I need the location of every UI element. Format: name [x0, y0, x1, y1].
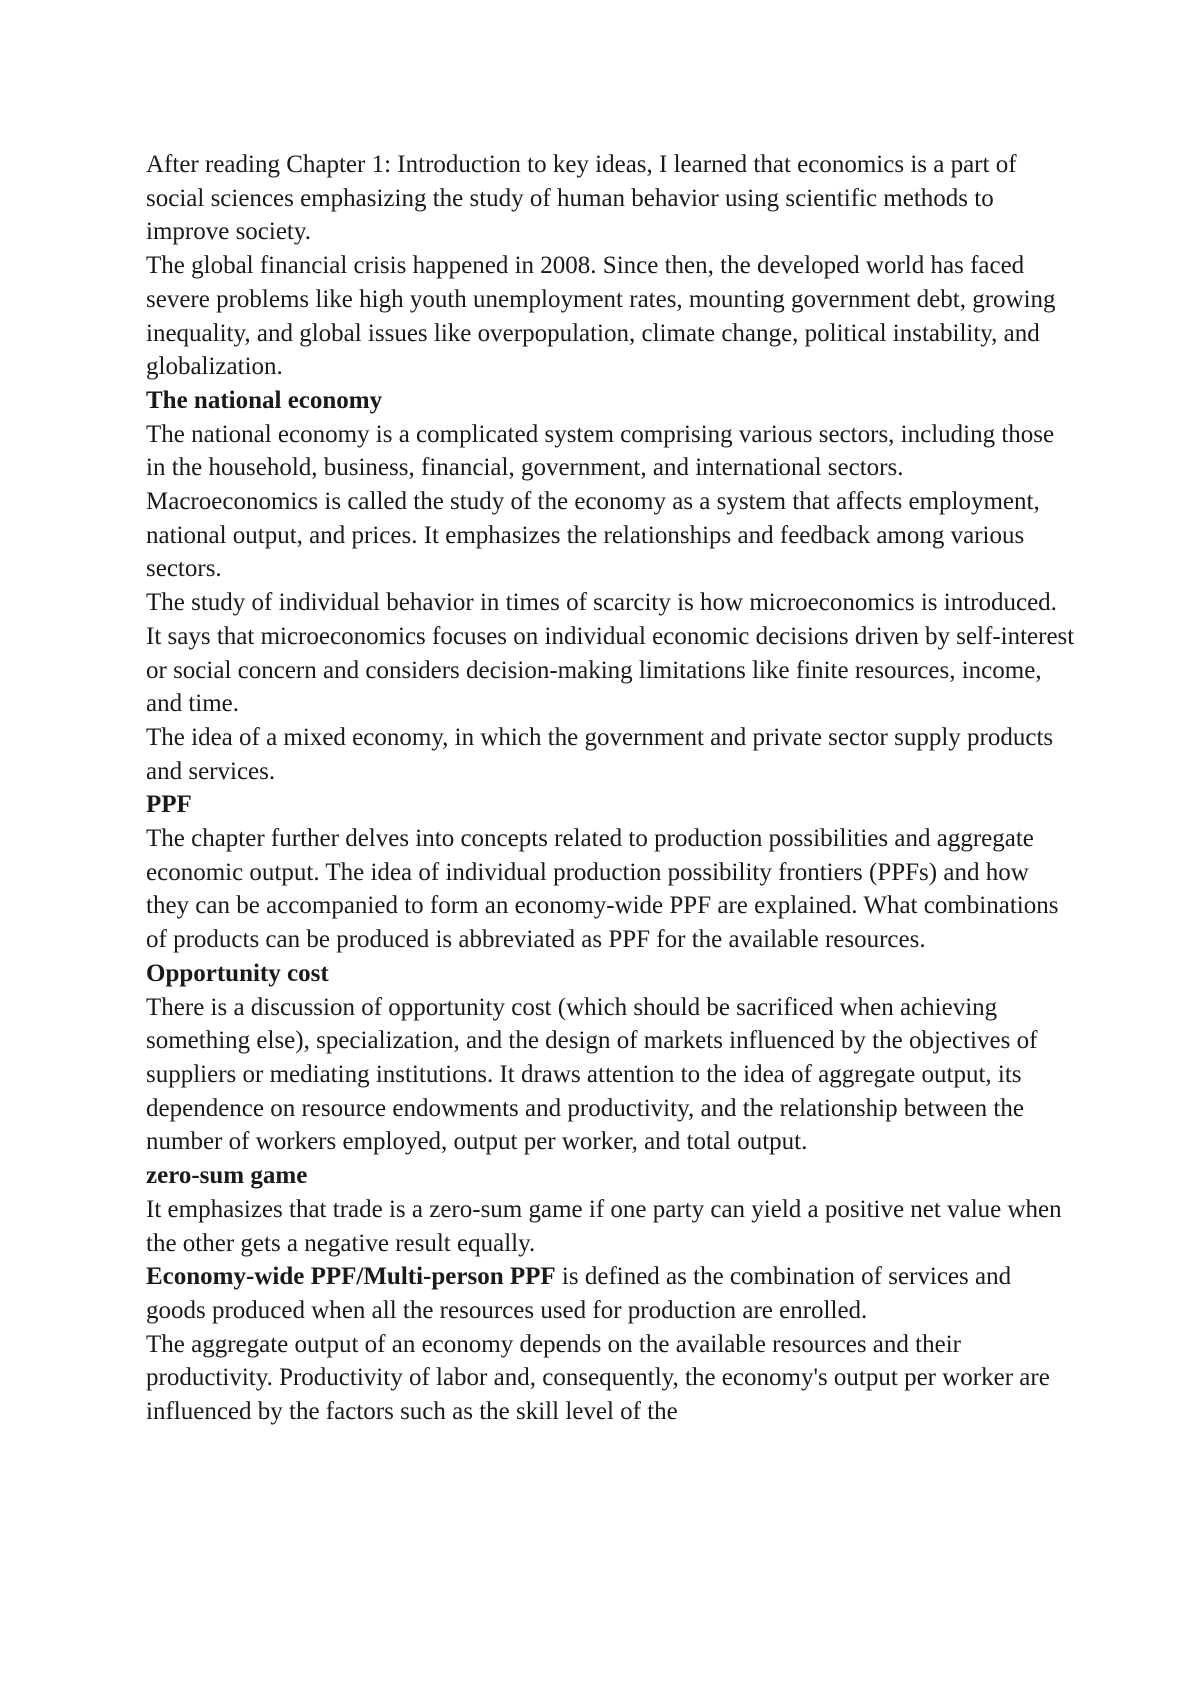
microeconomics-paragraph: The study of individual behavior in times of scarcity is how microeconomics is introduced. It says that microeconomics focuses on individual economic decisions driven by self-interest or social concern and considers decision-making limitations like finite resources, income, and time.: [146, 589, 1075, 718]
zero-sum-game-heading: zero-sum game: [146, 1162, 308, 1190]
intro-paragraph: After reading Chapter 1: Introduction to key ideas, I learned that economics is a part of social sciences emphasizing the study of human behavior using scientific methods to improve society.: [146, 151, 1017, 246]
ppf-heading: PPF: [146, 791, 192, 819]
financial-crisis-paragraph: The global financial crisis happened in 2008. Since then, the developed world has faced severe problems like high youth unemployment rates, mounting government debt, growing inequality, and global issues like overpopulation, climate change, political instability, and globalization.: [146, 252, 1056, 381]
national-economy-heading: The national economy: [146, 386, 383, 414]
ppf-paragraph: The chapter further delves into concepts related to production possibilities and aggregate economic output. The idea of individual production possibility frontiers (PPFs) and how they can be accompanied to form an economy-wide PPF are explained. What combinations of products can be produced is abbreviated as PPF for the available resources.: [146, 825, 1059, 954]
national-economy-paragraph: The national economy is a complicated system comprising various sectors, including those in the household, business, financial, government, and international sectors. Macroeconomics is called the study of the economy as a system that affects employment, national output, and prices. It emphasizes the relationships and feedback among various sectors.: [146, 420, 1055, 583]
opportunity-cost-heading: Opportunity cost: [146, 959, 329, 987]
economy-wide-ppf-paragraph: [146, 1260, 1076, 1327]
economy-wide-ppf-term: Economy-wide PPF/Multi-person PPF: [146, 1263, 556, 1291]
economy-wide-ppf-definition: is defined as the combination of services and goods produced when all the resources used for production are enrolled.: [146, 1263, 1012, 1324]
zero-sum-game-paragraph: It emphasizes that trade is a zero-sum game if one party can yield a positive net value when the other gets a negative result equally.: [146, 1195, 1062, 1257]
aggregate-output-paragraph: The aggregate output of an economy depends on the available resources and their productivity. Productivity of labor and, consequently, the economy's output per worker are influenced by the factors such as the skill level of the: [146, 1330, 1050, 1426]
opportunity-cost-paragraph: There is a discussion of opportunity cost (which should be sacrificed when achieving something else), specialization, and the design of markets influenced by the objectives of suppliers or mediating institutions. It draws attention to the idea of aggregate output, its dependence on resource endowments and productivity, and the relationship between the number of workers employed, output per worker, and total output.: [146, 993, 1038, 1156]
mixed-economy-paragraph: The idea of a mixed economy, in which the government and private sector supply products and services.: [146, 723, 1054, 785]
document-body: [146, 148, 1076, 1429]
